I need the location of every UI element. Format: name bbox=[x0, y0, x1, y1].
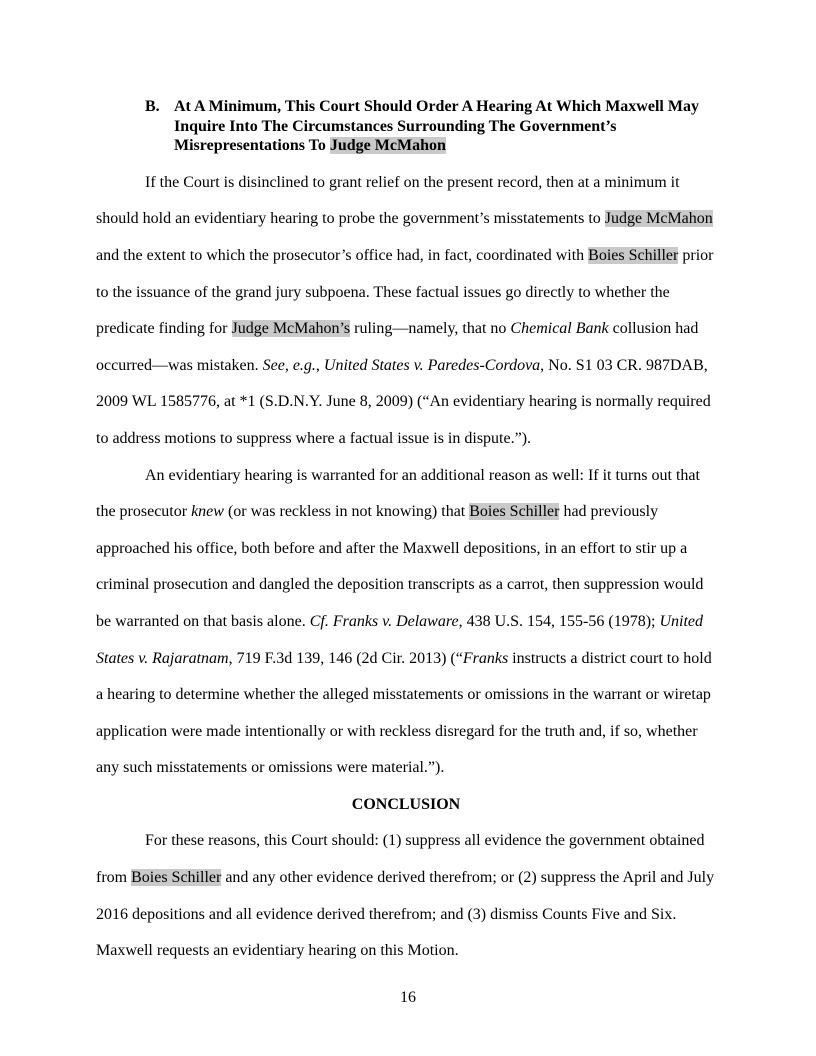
text-run: , 719 F.3d 139, 146 (2d Cir. 2013) (“ bbox=[228, 649, 463, 667]
section-heading bbox=[145, 97, 716, 156]
text-run: United States v. Rajaratnam bbox=[96, 612, 704, 667]
text-run: e.g. bbox=[292, 356, 316, 374]
highlighted-text: Boies Schiller bbox=[588, 246, 679, 264]
text-run: Cf. Franks v. Delaware bbox=[309, 612, 459, 630]
highlighted-text: Judge McMahon bbox=[604, 210, 713, 228]
text-run: Chemical Bank bbox=[510, 320, 609, 338]
text-run: , bbox=[315, 356, 324, 374]
text-run: , 438 U.S. 154, 155-56 (1978); bbox=[458, 612, 660, 630]
text-run: See bbox=[262, 356, 285, 374]
text-run: , bbox=[284, 356, 293, 374]
highlighted-text: Judge McMahon bbox=[329, 137, 446, 155]
text-run: United States v. Paredes-Cordova bbox=[323, 356, 541, 374]
highlighted-text: Boies Schiller bbox=[469, 503, 560, 521]
text-run: instructs a district court to hold a hearing to determine whether the alleged misstatements or omissions in the warrant or wiretap application were made intentionally or with reckless disregard for the truth and, if so, whether any such misstatements or omissions were material.”). bbox=[96, 649, 712, 777]
text-run: Franks bbox=[462, 649, 509, 667]
section-heading-text bbox=[174, 97, 716, 156]
text-run: and any other evidence derived therefrom; or (2) suppress the April and July 2016 depositions and all evidence derived therefrom; and (3) dismiss Counts Five and Six. Maxwell requests an evidentiary hearing on this Motion. bbox=[96, 869, 715, 960]
section-heading-label: B. bbox=[145, 98, 160, 115]
text-run: For these reasons, this Court should: (1) suppress all evidence the government obtained from bbox=[96, 832, 705, 887]
conclusion-heading: CONCLUSION bbox=[351, 795, 461, 813]
text-run: (or was reckless in not knowing) that bbox=[223, 503, 470, 521]
body-paragraph bbox=[96, 458, 716, 787]
body-paragraph bbox=[96, 165, 716, 458]
text-run: At A Minimum, This Court Should Order A Hearing At Which Maxwell May Inquire Into The Circumstances Surrounding The Government’s Misrepresentations To bbox=[174, 98, 699, 155]
text-run: had previously approached his office, both before and after the Maxwell depositions, in an effort to stir up a criminal prosecution and dangled the deposition transcripts as a carrot, then suppression would be warranted on that basis alone. bbox=[96, 503, 704, 630]
text-run: ruling—namely, that no bbox=[350, 320, 511, 338]
highlighted-text: Boies Schiller bbox=[131, 869, 222, 887]
text-run: prior to the issuance of the grand jury subpoena. These factual issues go directly to whether the predicate finding for bbox=[96, 246, 714, 338]
highlighted-text: Judge McMahon’s bbox=[231, 320, 351, 338]
text-run: collusion had occurred—was mistaken. bbox=[96, 320, 699, 374]
text-run: If the Court is disinclined to grant relief on the present record, then at a minimum it should hold an evidentiary hearing to probe the government’s misstatements to bbox=[96, 173, 680, 228]
text-run: , No. S1 03 CR. 987DAB, 2009 WL 1585776, at *1 (S.D.N.Y. June 8, 2009) (“An evidentiary hearing is normally required to address motions to suppress where a factual issue is in dispute.”). bbox=[96, 356, 711, 447]
document-content bbox=[96, 97, 716, 970]
text-run: knew bbox=[191, 503, 224, 521]
text-run: An evidentiary hearing is warranted for an additional reason as well: If it turns out that the prosecutor bbox=[96, 466, 700, 521]
conclusion-paragraph bbox=[96, 823, 716, 969]
text-run: and the extent to which the prosecutor’s office had, in fact, coordinated with bbox=[96, 246, 589, 264]
page-number: 16 bbox=[400, 989, 416, 1006]
